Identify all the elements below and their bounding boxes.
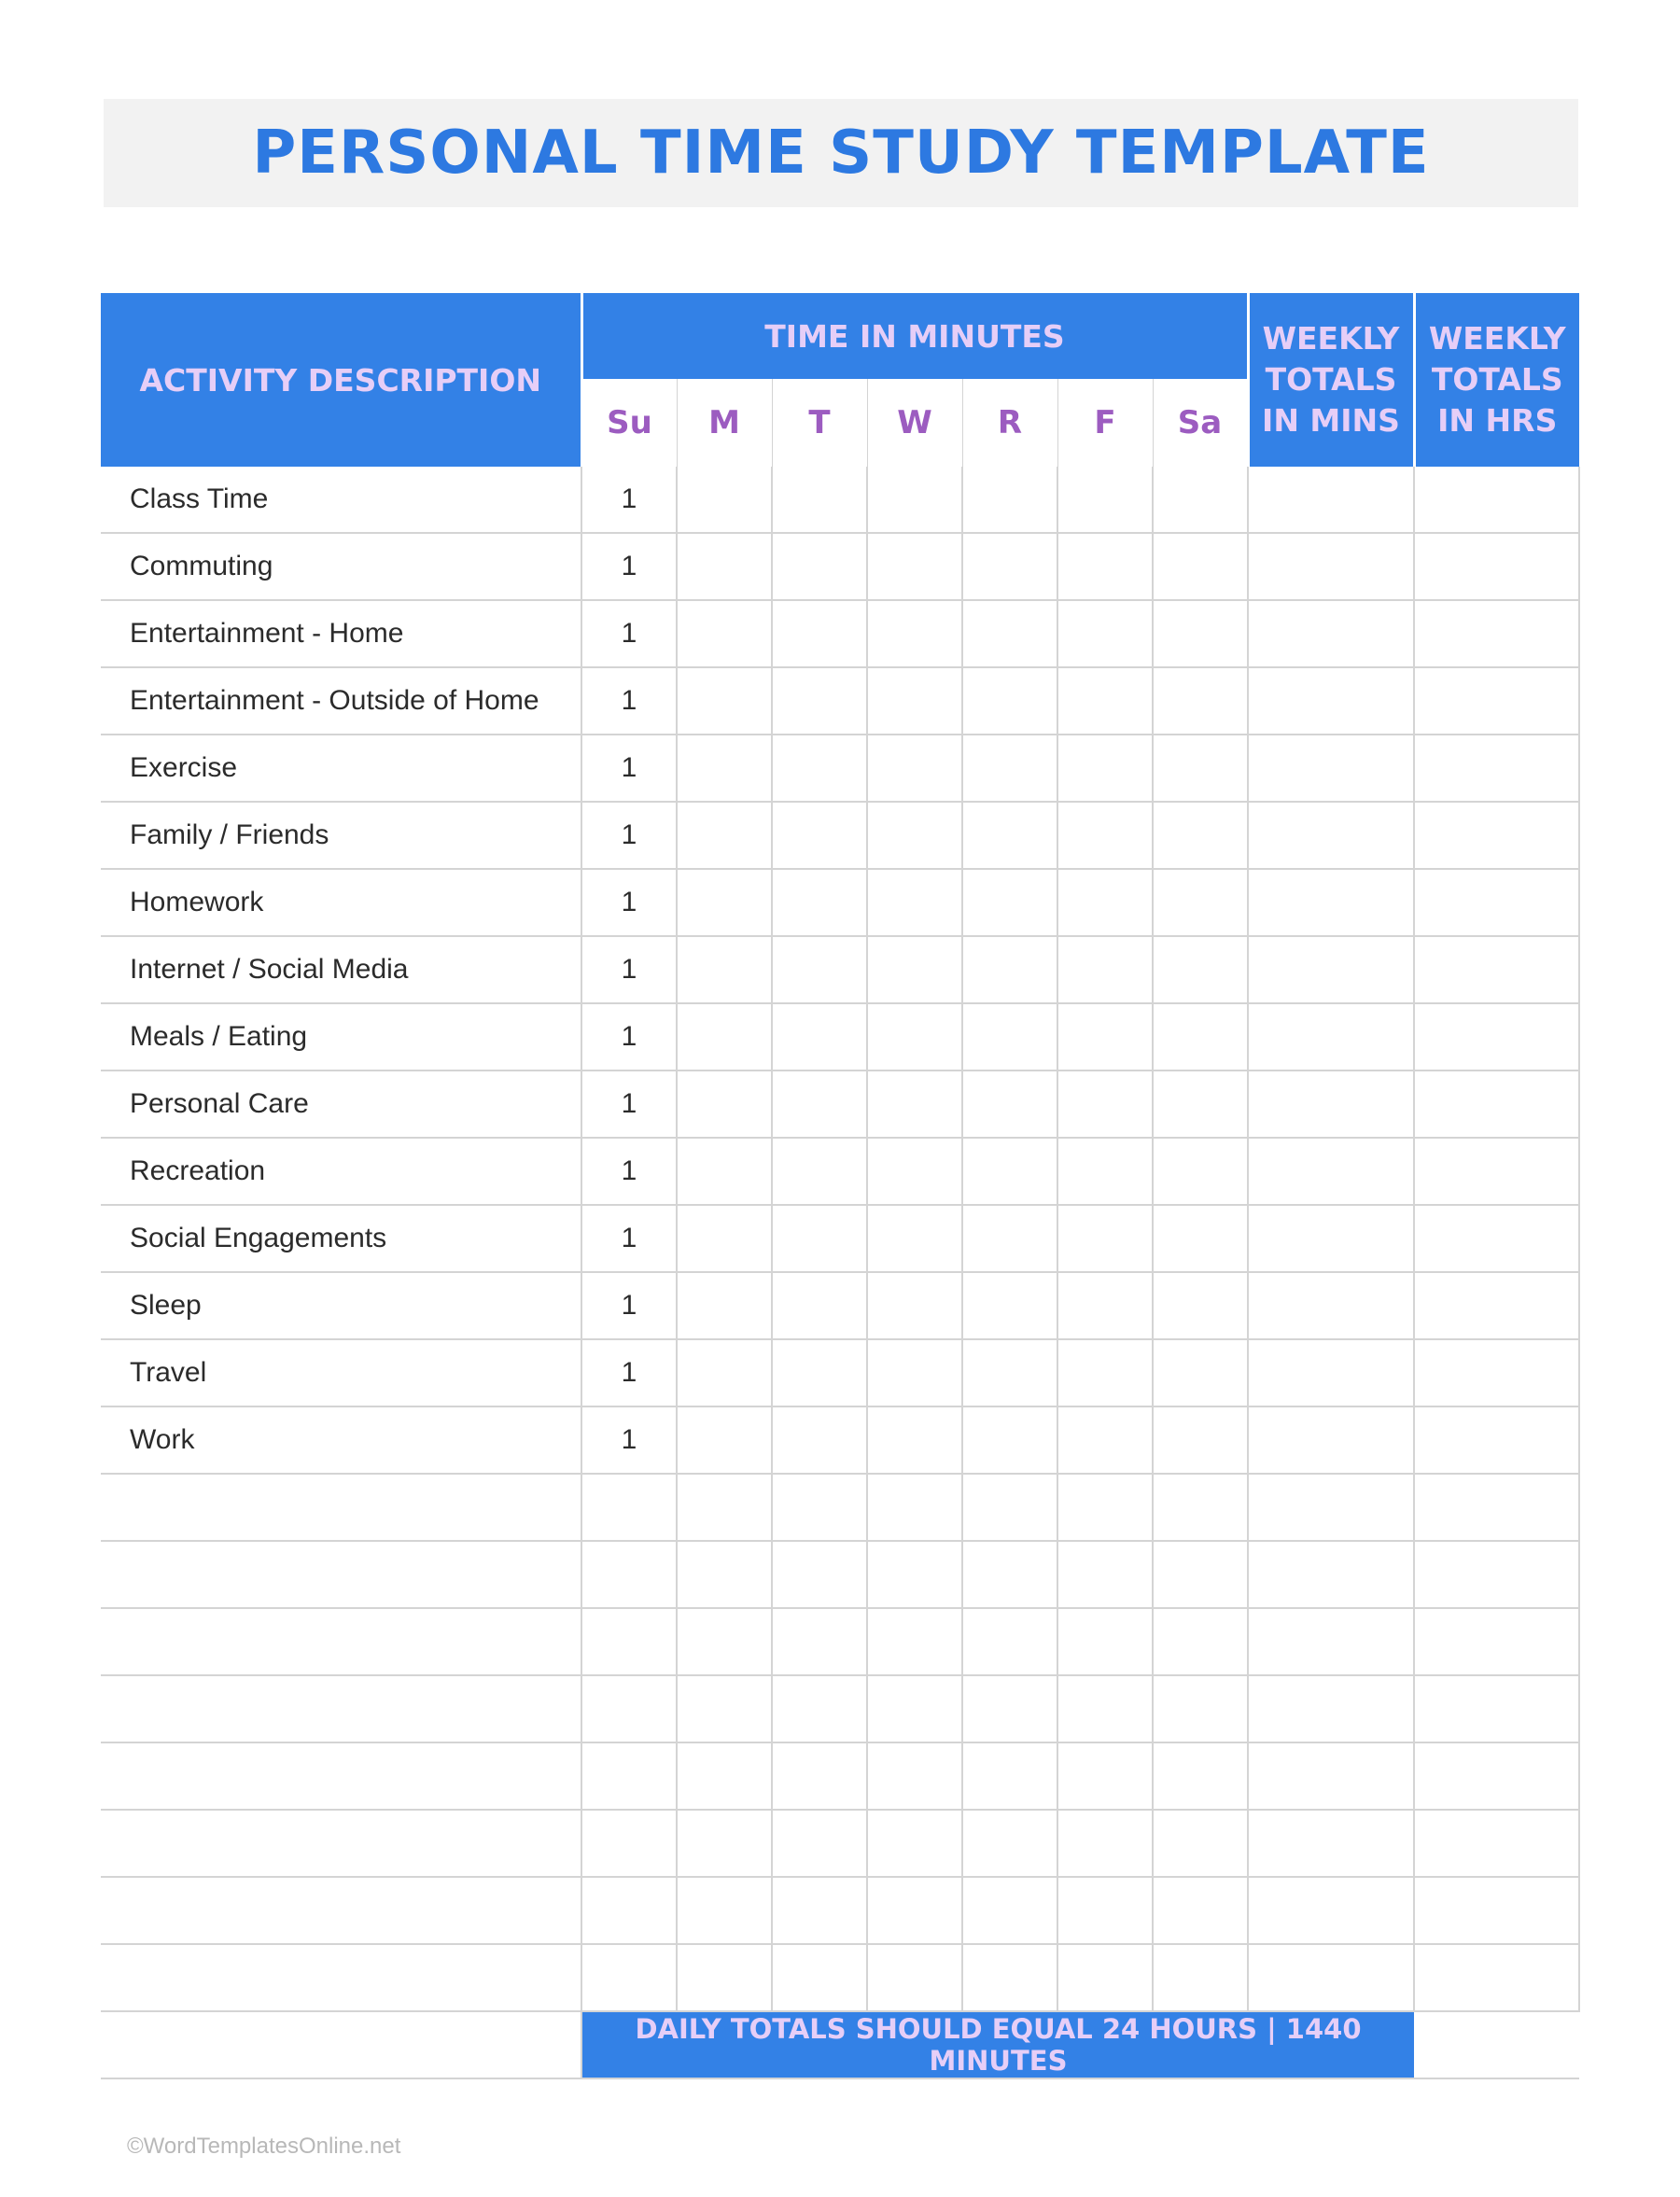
sa-cell[interactable] (1153, 1742, 1248, 1810)
w-cell[interactable] (867, 667, 962, 735)
w-cell[interactable] (867, 802, 962, 869)
weekly-hrs-cell[interactable] (1414, 1944, 1579, 2011)
m-cell[interactable] (677, 1541, 772, 1608)
table-row (101, 1877, 1579, 1944)
su-minutes-cell[interactable] (581, 1474, 677, 1541)
f-cell[interactable] (1057, 1138, 1153, 1205)
t-cell[interactable] (772, 1138, 867, 1205)
weekly-hrs-cell[interactable] (1414, 467, 1579, 533)
w-cell[interactable] (867, 1339, 962, 1406)
weekly-mins-line: IN MINS (1262, 402, 1400, 439)
su-minutes-cell[interactable]: 1 (581, 1138, 677, 1205)
m-cell[interactable] (677, 467, 772, 533)
t-cell[interactable] (772, 1003, 867, 1071)
su-minutes-cell[interactable]: 1 (581, 1071, 677, 1138)
w-cell[interactable] (867, 1810, 962, 1877)
w-cell[interactable] (867, 1071, 962, 1138)
r-cell[interactable] (962, 1474, 1057, 1541)
r-cell[interactable] (962, 667, 1057, 735)
m-cell[interactable] (677, 802, 772, 869)
sa-cell[interactable] (1153, 1138, 1248, 1205)
f-cell[interactable] (1057, 802, 1153, 869)
table-row (101, 1474, 1579, 1541)
w-cell[interactable] (867, 1541, 962, 1608)
w-cell[interactable] (867, 533, 962, 600)
day-header-r: R (962, 379, 1057, 467)
weekly-hrs-cell[interactable] (1414, 869, 1579, 936)
weekly-hrs-cell[interactable] (1414, 1742, 1579, 1810)
weekly-hrs-cell[interactable] (1414, 936, 1579, 1003)
sa-cell[interactable] (1153, 1272, 1248, 1339)
activity-cell[interactable]: Entertainment - Home (101, 600, 581, 667)
f-cell[interactable] (1057, 533, 1153, 600)
t-cell[interactable] (772, 533, 867, 600)
weekly-mins-cell[interactable] (1248, 1608, 1414, 1675)
t-cell[interactable] (772, 869, 867, 936)
r-cell[interactable] (962, 869, 1057, 936)
activity-cell[interactable]: Class Time (101, 467, 581, 533)
weekly-hrs-line: WEEKLY (1428, 320, 1566, 357)
activity-cell[interactable] (101, 1541, 581, 1608)
su-minutes-cell[interactable] (581, 1944, 677, 2011)
su-minutes-cell[interactable]: 1 (581, 1406, 677, 1474)
activity-cell[interactable] (101, 1944, 581, 2011)
footer-spacer (101, 2011, 581, 2078)
sa-cell[interactable] (1153, 467, 1248, 533)
sa-cell[interactable] (1153, 1877, 1248, 1944)
activity-cell[interactable]: Meals / Eating (101, 1003, 581, 1071)
sa-cell[interactable] (1153, 1339, 1248, 1406)
sa-cell[interactable] (1153, 1944, 1248, 2011)
sa-cell[interactable] (1153, 802, 1248, 869)
weekly-mins-cell[interactable] (1248, 1877, 1414, 1944)
m-cell[interactable] (677, 667, 772, 735)
t-cell[interactable] (772, 1406, 867, 1474)
f-cell[interactable] (1057, 667, 1153, 735)
table-row (101, 1339, 1579, 1406)
weekly-mins-cell[interactable] (1248, 1003, 1414, 1071)
weekly-mins-cell[interactable] (1248, 467, 1414, 533)
su-minutes-cell[interactable]: 1 (581, 533, 677, 600)
day-header-sa: Sa (1153, 379, 1248, 467)
r-cell[interactable] (962, 1675, 1057, 1742)
r-cell[interactable] (962, 467, 1057, 533)
time-study-table (101, 293, 1580, 2079)
weekly-mins-cell[interactable] (1248, 1406, 1414, 1474)
weekly-hrs-cell[interactable] (1414, 1071, 1579, 1138)
m-cell[interactable] (677, 1675, 772, 1742)
weekly-mins-cell[interactable] (1248, 1675, 1414, 1742)
w-cell[interactable] (867, 1608, 962, 1675)
table-row (101, 533, 1579, 600)
table-row (101, 1742, 1579, 1810)
m-cell[interactable] (677, 1205, 772, 1272)
w-cell[interactable] (867, 1675, 962, 1742)
m-cell[interactable] (677, 1272, 772, 1339)
sa-cell[interactable] (1153, 1810, 1248, 1877)
table-body (101, 467, 1579, 2078)
f-cell[interactable] (1057, 1474, 1153, 1541)
su-minutes-cell[interactable]: 1 (581, 869, 677, 936)
w-cell[interactable] (867, 1877, 962, 1944)
sa-cell[interactable] (1153, 869, 1248, 936)
sa-cell[interactable] (1153, 936, 1248, 1003)
weekly-hrs-cell[interactable] (1414, 1272, 1579, 1339)
table-row (101, 1272, 1579, 1339)
sa-cell[interactable] (1153, 533, 1248, 600)
t-cell[interactable] (772, 1474, 867, 1541)
f-cell[interactable] (1057, 600, 1153, 667)
weekly-mins-cell[interactable] (1248, 802, 1414, 869)
weekly-hrs-cell[interactable] (1414, 1541, 1579, 1608)
t-cell[interactable] (772, 802, 867, 869)
t-cell[interactable] (772, 1071, 867, 1138)
activity-header: ACTIVITY DESCRIPTION (101, 293, 581, 467)
activity-cell[interactable]: Recreation (101, 1138, 581, 1205)
m-cell[interactable] (677, 1406, 772, 1474)
table-row (101, 1138, 1579, 1205)
f-cell[interactable] (1057, 1071, 1153, 1138)
r-cell[interactable] (962, 735, 1057, 802)
table-row (101, 1675, 1579, 1742)
sa-cell[interactable] (1153, 1474, 1248, 1541)
su-minutes-cell[interactable]: 1 (581, 1339, 677, 1406)
weekly-hrs-cell[interactable] (1414, 1003, 1579, 1071)
f-cell[interactable] (1057, 1272, 1153, 1339)
w-cell[interactable] (867, 1205, 962, 1272)
weekly-mins-cell[interactable] (1248, 735, 1414, 802)
weekly-mins-cell[interactable] (1248, 1138, 1414, 1205)
f-cell[interactable] (1057, 1675, 1153, 1742)
w-cell[interactable] (867, 1742, 962, 1810)
title-bar (104, 99, 1578, 207)
weekly-mins-header (1248, 293, 1414, 467)
w-cell[interactable] (867, 1406, 962, 1474)
weekly-mins-cell[interactable] (1248, 667, 1414, 735)
su-minutes-cell[interactable]: 1 (581, 735, 677, 802)
activity-cell[interactable] (101, 1474, 581, 1541)
day-header-f: F (1057, 379, 1153, 467)
activity-cell[interactable]: Work (101, 1406, 581, 1474)
f-cell[interactable] (1057, 735, 1153, 802)
m-cell[interactable] (677, 533, 772, 600)
footer-spacer (1414, 2011, 1579, 2078)
table-row (101, 869, 1579, 936)
f-cell[interactable] (1057, 1877, 1153, 1944)
su-minutes-cell[interactable]: 1 (581, 667, 677, 735)
w-cell[interactable] (867, 1272, 962, 1339)
copyright-text: ©WordTemplatesOnline.net (127, 2134, 401, 2159)
weekly-mins-cell[interactable] (1248, 936, 1414, 1003)
weekly-hrs-cell[interactable] (1414, 1339, 1579, 1406)
weekly-hrs-cell[interactable] (1414, 1810, 1579, 1877)
r-cell[interactable] (962, 1541, 1057, 1608)
t-cell[interactable] (772, 467, 867, 533)
table-row (101, 467, 1579, 533)
weekly-hrs-cell[interactable] (1414, 1877, 1579, 1944)
activity-cell[interactable]: Entertainment - Outside of Home (101, 667, 581, 735)
weekly-mins-cell[interactable] (1248, 869, 1414, 936)
daily-totals-note: DAILY TOTALS SHOULD EQUAL 24 HOURS | 1440 MINUTES (581, 2011, 1414, 2078)
su-minutes-cell[interactable] (581, 1675, 677, 1742)
r-cell[interactable] (962, 1003, 1057, 1071)
table-row (101, 1944, 1579, 2011)
weekly-mins-cell[interactable] (1248, 1272, 1414, 1339)
weekly-hrs-cell[interactable] (1414, 1474, 1579, 1541)
activity-cell[interactable] (101, 1675, 581, 1742)
table-row (101, 1003, 1579, 1071)
su-minutes-cell[interactable]: 1 (581, 600, 677, 667)
weekly-mins-cell[interactable] (1248, 1944, 1414, 2011)
r-cell[interactable] (962, 1272, 1057, 1339)
sa-cell[interactable] (1153, 1675, 1248, 1742)
table-row (101, 1810, 1579, 1877)
t-cell[interactable] (772, 1608, 867, 1675)
w-cell[interactable] (867, 869, 962, 936)
m-cell[interactable] (677, 1138, 772, 1205)
weekly-hrs-cell[interactable] (1414, 667, 1579, 735)
r-cell[interactable] (962, 1608, 1057, 1675)
w-cell[interactable] (867, 1944, 962, 2011)
su-minutes-cell[interactable] (581, 1810, 677, 1877)
m-cell[interactable] (677, 1742, 772, 1810)
m-cell[interactable] (677, 869, 772, 936)
activity-cell[interactable]: Commuting (101, 533, 581, 600)
w-cell[interactable] (867, 936, 962, 1003)
f-cell[interactable] (1057, 936, 1153, 1003)
time-in-minutes-header: TIME IN MINUTES (581, 293, 1248, 379)
weekly-mins-cell[interactable] (1248, 1742, 1414, 1810)
activity-cell[interactable] (101, 1742, 581, 1810)
f-cell[interactable] (1057, 1205, 1153, 1272)
sa-cell[interactable] (1153, 1205, 1248, 1272)
r-cell[interactable] (962, 1406, 1057, 1474)
t-cell[interactable] (772, 1541, 867, 1608)
activity-cell[interactable] (101, 1877, 581, 1944)
sa-cell[interactable] (1153, 1541, 1248, 1608)
activity-cell[interactable]: Sleep (101, 1272, 581, 1339)
sa-cell[interactable] (1153, 1608, 1248, 1675)
activity-cell[interactable]: Travel (101, 1339, 581, 1406)
weekly-hrs-cell[interactable] (1414, 1675, 1579, 1742)
weekly-mins-cell[interactable] (1248, 533, 1414, 600)
m-cell[interactable] (677, 1474, 772, 1541)
w-cell[interactable] (867, 467, 962, 533)
f-cell[interactable] (1057, 1810, 1153, 1877)
weekly-hrs-cell[interactable] (1414, 1406, 1579, 1474)
m-cell[interactable] (677, 735, 772, 802)
t-cell[interactable] (772, 667, 867, 735)
m-cell[interactable] (677, 1810, 772, 1877)
weekly-hrs-cell[interactable] (1414, 1205, 1579, 1272)
weekly-hrs-line: IN HRS (1437, 402, 1558, 439)
weekly-mins-cell[interactable] (1248, 1474, 1414, 1541)
activity-cell[interactable]: Social Engagements (101, 1205, 581, 1272)
f-cell[interactable] (1057, 467, 1153, 533)
m-cell[interactable] (677, 936, 772, 1003)
r-cell[interactable] (962, 600, 1057, 667)
activity-cell[interactable] (101, 1810, 581, 1877)
weekly-hrs-cell[interactable] (1414, 802, 1579, 869)
w-cell[interactable] (867, 600, 962, 667)
r-cell[interactable] (962, 1071, 1057, 1138)
m-cell[interactable] (677, 1003, 772, 1071)
t-cell[interactable] (772, 1877, 867, 1944)
t-cell[interactable] (772, 1272, 867, 1339)
footer-row (101, 2011, 1579, 2078)
t-cell[interactable] (772, 735, 867, 802)
r-cell[interactable] (962, 1138, 1057, 1205)
m-cell[interactable] (677, 1877, 772, 1944)
t-cell[interactable] (772, 1675, 867, 1742)
weekly-hrs-cell[interactable] (1414, 600, 1579, 667)
table-row (101, 1071, 1579, 1138)
weekly-hrs-line: TOTALS (1431, 361, 1563, 398)
su-minutes-cell[interactable]: 1 (581, 802, 677, 869)
su-minutes-cell[interactable] (581, 1742, 677, 1810)
weekly-mins-cell[interactable] (1248, 1810, 1414, 1877)
sa-cell[interactable] (1153, 1003, 1248, 1071)
w-cell[interactable] (867, 1003, 962, 1071)
t-cell[interactable] (772, 600, 867, 667)
table-row (101, 1608, 1579, 1675)
table-row (101, 600, 1579, 667)
su-minutes-cell[interactable]: 1 (581, 1003, 677, 1071)
w-cell[interactable] (867, 735, 962, 802)
r-cell[interactable] (962, 1339, 1057, 1406)
r-cell[interactable] (962, 802, 1057, 869)
su-minutes-cell[interactable]: 1 (581, 936, 677, 1003)
weekly-hrs-cell[interactable] (1414, 1138, 1579, 1205)
weekly-hrs-cell[interactable] (1414, 1608, 1579, 1675)
su-minutes-cell[interactable]: 1 (581, 1205, 677, 1272)
activity-cell[interactable]: Homework (101, 869, 581, 936)
f-cell[interactable] (1057, 1541, 1153, 1608)
w-cell[interactable] (867, 1474, 962, 1541)
sa-cell[interactable] (1153, 667, 1248, 735)
m-cell[interactable] (677, 600, 772, 667)
su-minutes-cell[interactable] (581, 1877, 677, 1944)
weekly-mins-cell[interactable] (1248, 1071, 1414, 1138)
su-minutes-cell[interactable] (581, 1541, 677, 1608)
f-cell[interactable] (1057, 1003, 1153, 1071)
page-title: PERSONAL TIME STUDY TEMPLATE (252, 119, 1430, 188)
activity-cell[interactable]: Personal Care (101, 1071, 581, 1138)
r-cell[interactable] (962, 1205, 1057, 1272)
weekly-hrs-cell[interactable] (1414, 735, 1579, 802)
sa-cell[interactable] (1153, 600, 1248, 667)
weekly-mins-line: TOTALS (1265, 361, 1397, 398)
sa-cell[interactable] (1153, 1071, 1248, 1138)
day-header-m: M (677, 379, 772, 467)
weekly-mins-cell[interactable] (1248, 1541, 1414, 1608)
r-cell[interactable] (962, 1810, 1057, 1877)
r-cell[interactable] (962, 533, 1057, 600)
weekly-mins-line: WEEKLY (1262, 320, 1400, 357)
weekly-hrs-cell[interactable] (1414, 533, 1579, 600)
table-row (101, 1406, 1579, 1474)
su-minutes-cell[interactable]: 1 (581, 467, 677, 533)
weekly-hrs-header (1414, 293, 1579, 467)
r-cell[interactable] (962, 1742, 1057, 1810)
t-cell[interactable] (772, 1944, 867, 2011)
table-row (101, 667, 1579, 735)
f-cell[interactable] (1057, 1944, 1153, 2011)
day-header-w: W (867, 379, 962, 467)
sa-cell[interactable] (1153, 735, 1248, 802)
r-cell[interactable] (962, 936, 1057, 1003)
t-cell[interactable] (772, 1205, 867, 1272)
m-cell[interactable] (677, 1944, 772, 2011)
activity-cell[interactable] (101, 1608, 581, 1675)
weekly-mins-cell[interactable] (1248, 1339, 1414, 1406)
f-cell[interactable] (1057, 1339, 1153, 1406)
m-cell[interactable] (677, 1339, 772, 1406)
table-row (101, 1541, 1579, 1608)
t-cell[interactable] (772, 1810, 867, 1877)
day-header-su: Su (581, 379, 677, 467)
f-cell[interactable] (1057, 1742, 1153, 1810)
f-cell[interactable] (1057, 1608, 1153, 1675)
sa-cell[interactable] (1153, 1406, 1248, 1474)
table-row (101, 936, 1579, 1003)
activity-cell[interactable]: Exercise (101, 735, 581, 802)
t-cell[interactable] (772, 1742, 867, 1810)
t-cell[interactable] (772, 1339, 867, 1406)
table-row (101, 735, 1579, 802)
activity-cell[interactable]: Family / Friends (101, 802, 581, 869)
r-cell[interactable] (962, 1944, 1057, 2011)
m-cell[interactable] (677, 1071, 772, 1138)
su-minutes-cell[interactable] (581, 1608, 677, 1675)
t-cell[interactable] (772, 936, 867, 1003)
su-minutes-cell[interactable]: 1 (581, 1272, 677, 1339)
m-cell[interactable] (677, 1608, 772, 1675)
day-header-t: T (772, 379, 867, 467)
activity-cell[interactable]: Internet / Social Media (101, 936, 581, 1003)
table-row (101, 802, 1579, 869)
weekly-mins-cell[interactable] (1248, 600, 1414, 667)
r-cell[interactable] (962, 1877, 1057, 1944)
f-cell[interactable] (1057, 1406, 1153, 1474)
w-cell[interactable] (867, 1138, 962, 1205)
weekly-mins-cell[interactable] (1248, 1205, 1414, 1272)
table-row (101, 1205, 1579, 1272)
f-cell[interactable] (1057, 869, 1153, 936)
